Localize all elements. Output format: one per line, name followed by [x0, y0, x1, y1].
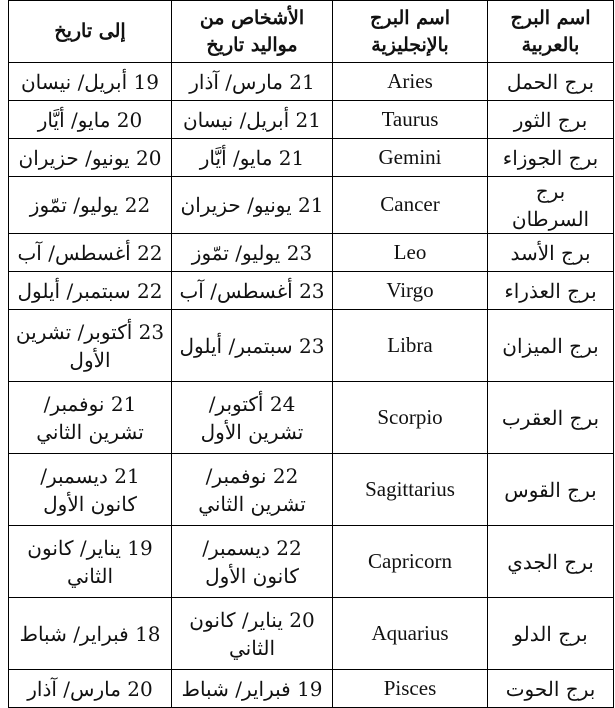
- sign-arabic-cell: برج الميزان: [488, 310, 614, 382]
- sign-arabic-cell: برج السرطان: [488, 177, 614, 234]
- sign-arabic-cell: برج الأسد: [488, 234, 614, 272]
- from-date-cell: 21 مايو/ أيَّار: [172, 139, 333, 177]
- from-date-cell: 24 أكتوبر/ تشرين الأول: [172, 382, 333, 454]
- to-date-cell: 20 يونيو/ حزيران: [9, 139, 172, 177]
- zodiac-table: [8, 0, 614, 708]
- sign-arabic-cell: برج الحوت: [488, 670, 614, 708]
- to-date-cell: 19 أبريل/ نيسان: [9, 63, 172, 101]
- from-date-cell: 23 يوليو/ تمّوز: [172, 234, 333, 272]
- sign-english-cell: Aquarius: [333, 598, 488, 670]
- header-to-date: إلى تاريخ: [9, 1, 172, 63]
- table-row: [9, 177, 614, 234]
- table-row: [9, 526, 614, 598]
- to-date-cell: 22 أغسطس/ آب: [9, 234, 172, 272]
- sign-arabic-cell: برج العذراء: [488, 272, 614, 310]
- sign-english-cell: Scorpio: [333, 382, 488, 454]
- to-date-cell: 20 مارس/ آذار: [9, 670, 172, 708]
- from-date-cell: 21 مارس/ آذار: [172, 63, 333, 101]
- from-date-cell: 21 أبريل/ نيسان: [172, 101, 333, 139]
- sign-english-cell: Gemini: [333, 139, 488, 177]
- sign-arabic-cell: برج الجوزاء: [488, 139, 614, 177]
- from-date-cell: 23 سبتمبر/ أيلول: [172, 310, 333, 382]
- sign-arabic-cell: برج القوس: [488, 454, 614, 526]
- sign-arabic-cell: برج العقرب: [488, 382, 614, 454]
- sign-arabic-cell: برج الحمل: [488, 63, 614, 101]
- table-row: [9, 101, 614, 139]
- sign-arabic-cell: برج الدلو: [488, 598, 614, 670]
- table-row: [9, 272, 614, 310]
- sign-english-cell: Pisces: [333, 670, 488, 708]
- header-from-date: الأشخاص من مواليد تاريخ: [172, 1, 333, 63]
- sign-english-cell: Cancer: [333, 177, 488, 234]
- from-date-cell: 22 ديسمبر/ كانون الأول: [172, 526, 333, 598]
- sign-english-cell: Leo: [333, 234, 488, 272]
- header-row: [9, 1, 614, 63]
- sign-english-cell: Sagittarius: [333, 454, 488, 526]
- header-sign-arabic: اسم البرج بالعربية: [488, 1, 614, 63]
- from-date-cell: 19 فبراير/ شباط: [172, 670, 333, 708]
- table-row: [9, 454, 614, 526]
- table-row: [9, 234, 614, 272]
- table-row: [9, 310, 614, 382]
- from-date-cell: 22 نوفمبر/ تشرين الثاني: [172, 454, 333, 526]
- table-row: [9, 598, 614, 670]
- sign-english-cell: Capricorn: [333, 526, 488, 598]
- from-date-cell: 23 أغسطس/ آب: [172, 272, 333, 310]
- sign-arabic-cell: برج الثور: [488, 101, 614, 139]
- from-date-cell: 21 يونيو/ حزيران: [172, 177, 333, 234]
- table-row: [9, 382, 614, 454]
- table-row: [9, 139, 614, 177]
- table-row: [9, 670, 614, 708]
- sign-english-cell: Libra: [333, 310, 488, 382]
- from-date-cell: 20 يناير/ كانون الثاني: [172, 598, 333, 670]
- table-row: [9, 63, 614, 101]
- to-date-cell: 21 نوفمبر/ تشرين الثاني: [9, 382, 172, 454]
- to-date-cell: 20 مايو/ أيَّار: [9, 101, 172, 139]
- to-date-cell: 22 يوليو/ تمّوز: [9, 177, 172, 234]
- to-date-cell: 18 فبراير/ شباط: [9, 598, 172, 670]
- header-sign-english: اسم البرج بالإنجليزية: [333, 1, 488, 63]
- to-date-cell: 23 أكتوبر/ تشرين الأول: [9, 310, 172, 382]
- sign-english-cell: Taurus: [333, 101, 488, 139]
- sign-english-cell: Aries: [333, 63, 488, 101]
- to-date-cell: 21 ديسمبر/ كانون الأول: [9, 454, 172, 526]
- to-date-cell: 22 سبتمبر/ أيلول: [9, 272, 172, 310]
- sign-english-cell: Virgo: [333, 272, 488, 310]
- to-date-cell: 19 يناير/ كانون الثاني: [9, 526, 172, 598]
- sign-arabic-cell: برج الجدي: [488, 526, 614, 598]
